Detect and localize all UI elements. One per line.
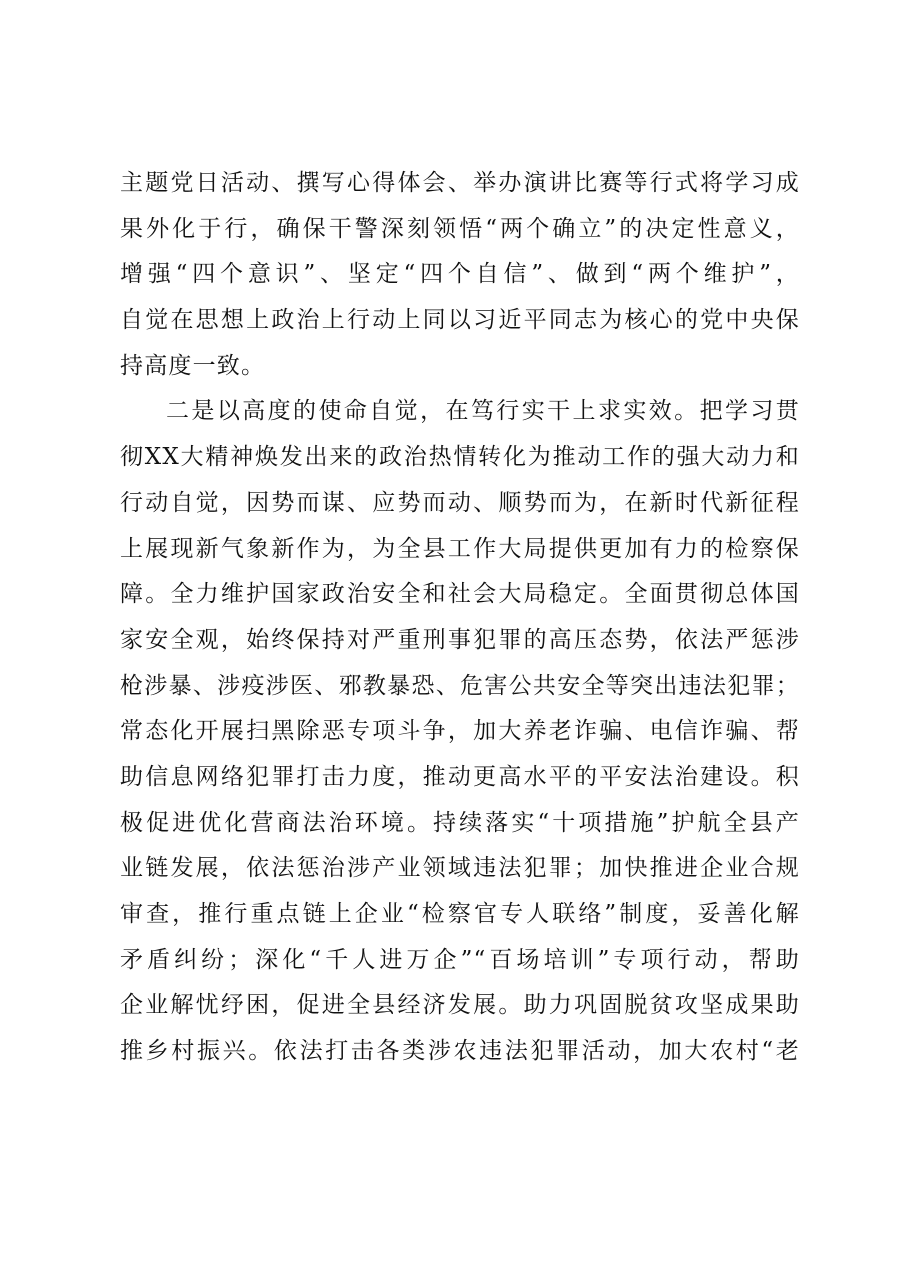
paragraph-2-line-8: 常态化开展扫黑除恶专项斗争，加大养老诈骗、电信诈骗、帮	[120, 718, 800, 745]
paragraph-1-line-1: 主题党日活动、撰写心得体会、举办演讲比赛等行式将学习成	[120, 170, 800, 196]
paragraph-1-line-3: 增强“四个意识”、坚定“四个自信”、做到“两个维护”，	[120, 261, 800, 288]
paragraph-2-line-6: 家安全观，始终保持对严重刑事犯罪的高压态势，依法严惩涉	[120, 626, 800, 653]
paragraph-2-line-10: 极促进优化营商法治环境。持续落实“十项措施”护航全县产	[120, 809, 800, 836]
paragraph-2-line-9: 助信息网络犯罪打击力度，推动更高水平的平安法治建设。积	[120, 763, 800, 790]
paragraph-1-line-5: 持高度一致。	[120, 352, 266, 379]
paragraph-2-line-7: 枪涉暴、涉疫涉医、邪教暴恐、危害公共安全等突出违法犯罪；	[120, 672, 800, 699]
paragraph-2-line-12: 审查，推行重点链上企业“检察官专人联络”制度，妥善化解	[120, 901, 800, 927]
paragraph-2-line-1: 二是以高度的使命自觉，在笃行实干上求实效。把学习贯	[166, 398, 800, 425]
body-text	[120, 161, 800, 1075]
paragraph-2-line-15: 推乡村振兴。依法打击各类涉农违法犯罪活动，加大农村“老	[120, 1038, 800, 1065]
paragraph-2-line-3: 行动自觉，因势而谋、应势而动、顺势而为，在新时代新征程	[120, 489, 800, 516]
paragraph-1-line-4: 自觉在思想上政治上行动上同以习近平同志为核心的党中央保	[120, 307, 800, 334]
paragraph-1-line-2: 果外化于行，确保干警深刻领悟“两个确立”的决定性意义，	[120, 215, 800, 242]
paragraph-2-line-13: 矛盾纠纷；深化“千人进万企”“百场培训”专项行动，帮助	[120, 946, 800, 973]
paragraph-2-line-2: 彻XX大精神焕发出来的政治热情转化为推动工作的强大动力和	[120, 444, 800, 471]
paragraph-2-line-4: 上展现新气象新作为，为全县工作大局提供更加有力的检察保	[120, 535, 800, 562]
paragraph-2-line-5: 障。全力维护国家政治安全和社会大局稳定。全面贯彻总体国	[120, 581, 800, 608]
paragraph-2-line-14: 企业解忧纾困，促进全县经济发展。助力巩固脱贫攻坚成果助	[120, 992, 800, 1019]
paragraph-2-line-11: 业链发展，依法惩治涉产业领域违法犯罪；加快推进企业合规	[120, 855, 800, 882]
